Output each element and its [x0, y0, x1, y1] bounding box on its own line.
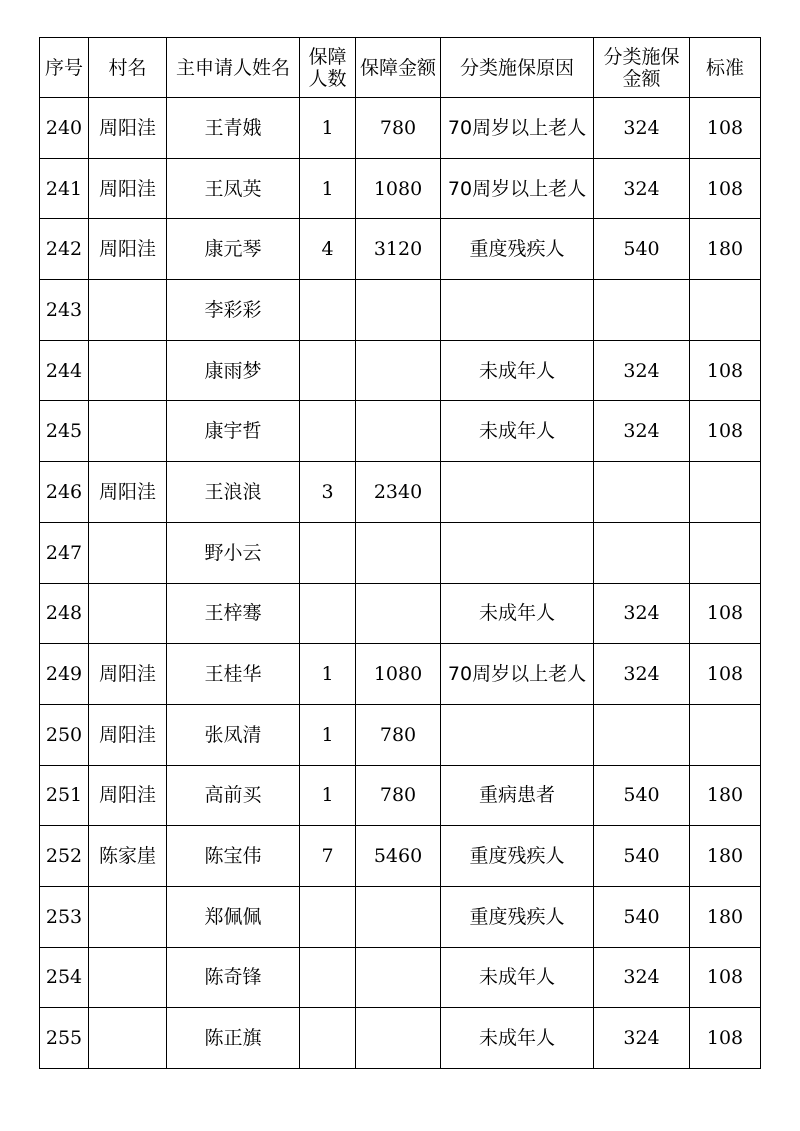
cell-standard: 108 — [690, 98, 761, 159]
table-row — [40, 886, 761, 947]
cell-category-amount — [594, 462, 690, 523]
cell-benefit-amount: 1080 — [356, 644, 441, 705]
cell-serial-number: 241 — [40, 158, 89, 219]
header-applicant-name: 主申请人姓名 — [167, 38, 300, 98]
cell-category-amount: 324 — [594, 340, 690, 401]
cell-covered-persons — [300, 947, 356, 1008]
cell-village-name: 陈家崖 — [89, 826, 167, 887]
cell-applicant-name: 康宇哲 — [167, 401, 300, 462]
cell-applicant-name: 陈宝伟 — [167, 826, 300, 887]
cell-standard: 108 — [690, 401, 761, 462]
cell-category-amount: 324 — [594, 158, 690, 219]
cell-serial-number: 253 — [40, 886, 89, 947]
cell-covered-persons — [300, 583, 356, 644]
cell-serial-number: 246 — [40, 462, 89, 523]
cell-applicant-name: 陈正旗 — [167, 1008, 300, 1069]
cell-covered-persons — [300, 401, 356, 462]
cell-category-reason: 70周岁以上老人 — [441, 158, 594, 219]
cell-covered-persons: 1 — [300, 644, 356, 705]
cell-covered-persons — [300, 522, 356, 583]
table-row — [40, 219, 761, 280]
cell-category-reason: 重度残疾人 — [441, 826, 594, 887]
header-row — [40, 38, 761, 98]
cell-benefit-amount: 2340 — [356, 462, 441, 523]
cell-standard: 108 — [690, 947, 761, 1008]
cell-village-name: 周阳洼 — [89, 219, 167, 280]
table-header — [40, 38, 761, 98]
cell-standard: 180 — [690, 826, 761, 887]
cell-category-reason: 70周岁以上老人 — [441, 98, 594, 159]
cell-covered-persons — [300, 340, 356, 401]
table-row — [40, 522, 761, 583]
cell-category-reason: 未成年人 — [441, 401, 594, 462]
table-row — [40, 826, 761, 887]
cell-benefit-amount — [356, 947, 441, 1008]
cell-standard — [690, 704, 761, 765]
cell-category-amount: 324 — [594, 644, 690, 705]
cell-standard: 180 — [690, 219, 761, 280]
cell-applicant-name: 王桂华 — [167, 644, 300, 705]
cell-covered-persons — [300, 280, 356, 341]
cell-serial-number: 243 — [40, 280, 89, 341]
cell-village-name — [89, 1008, 167, 1069]
table-row — [40, 583, 761, 644]
cell-village-name — [89, 583, 167, 644]
cell-serial-number: 247 — [40, 522, 89, 583]
cell-applicant-name: 郑佩佩 — [167, 886, 300, 947]
cell-benefit-amount: 1080 — [356, 158, 441, 219]
table-row — [40, 947, 761, 1008]
cell-serial-number: 249 — [40, 644, 89, 705]
cell-benefit-amount — [356, 886, 441, 947]
cell-standard — [690, 462, 761, 523]
cell-serial-number: 254 — [40, 947, 89, 1008]
cell-applicant-name: 康元琴 — [167, 219, 300, 280]
header-covered-persons: 保障人数 — [300, 38, 356, 98]
table-row — [40, 462, 761, 523]
cell-covered-persons: 1 — [300, 765, 356, 826]
cell-applicant-name: 王凤英 — [167, 158, 300, 219]
cell-applicant-name: 王梓骞 — [167, 583, 300, 644]
cell-standard: 108 — [690, 583, 761, 644]
cell-category-reason: 未成年人 — [441, 340, 594, 401]
cell-category-reason — [441, 704, 594, 765]
cell-category-reason: 重度残疾人 — [441, 886, 594, 947]
header-standard: 标准 — [690, 38, 761, 98]
cell-category-reason — [441, 280, 594, 341]
cell-covered-persons: 4 — [300, 219, 356, 280]
table-row — [40, 280, 761, 341]
cell-category-amount: 540 — [594, 765, 690, 826]
cell-standard: 180 — [690, 886, 761, 947]
cell-category-amount: 324 — [594, 1008, 690, 1069]
cell-covered-persons: 7 — [300, 826, 356, 887]
header-category-reason: 分类施保原因 — [441, 38, 594, 98]
cell-serial-number: 251 — [40, 765, 89, 826]
cell-category-reason: 重度残疾人 — [441, 219, 594, 280]
cell-category-reason: 未成年人 — [441, 583, 594, 644]
cell-applicant-name: 高前买 — [167, 765, 300, 826]
table-row — [40, 765, 761, 826]
cell-category-reason — [441, 522, 594, 583]
cell-category-amount: 324 — [594, 401, 690, 462]
cell-category-reason — [441, 462, 594, 523]
cell-applicant-name: 王青娥 — [167, 98, 300, 159]
header-category-amount: 分类施保金额 — [594, 38, 690, 98]
cell-serial-number: 240 — [40, 98, 89, 159]
cell-covered-persons — [300, 886, 356, 947]
header-village-name: 村名 — [89, 38, 167, 98]
cell-village-name — [89, 886, 167, 947]
cell-village-name — [89, 401, 167, 462]
cell-village-name: 周阳洼 — [89, 158, 167, 219]
cell-category-reason: 未成年人 — [441, 1008, 594, 1069]
cell-applicant-name: 张凤清 — [167, 704, 300, 765]
table-row — [40, 158, 761, 219]
table-body — [40, 98, 761, 1069]
table-row — [40, 340, 761, 401]
cell-benefit-amount: 3120 — [356, 219, 441, 280]
cell-serial-number: 244 — [40, 340, 89, 401]
cell-benefit-amount — [356, 401, 441, 462]
cell-covered-persons: 1 — [300, 158, 356, 219]
cell-village-name: 周阳洼 — [89, 765, 167, 826]
cell-benefit-amount: 780 — [356, 765, 441, 826]
cell-serial-number: 245 — [40, 401, 89, 462]
cell-category-amount — [594, 280, 690, 341]
cell-village-name — [89, 947, 167, 1008]
cell-category-reason: 未成年人 — [441, 947, 594, 1008]
header-benefit-amount: 保障金额 — [356, 38, 441, 98]
cell-benefit-amount — [356, 583, 441, 644]
cell-benefit-amount: 5460 — [356, 826, 441, 887]
cell-village-name — [89, 280, 167, 341]
table-row — [40, 704, 761, 765]
cell-covered-persons: 3 — [300, 462, 356, 523]
cell-category-amount — [594, 522, 690, 583]
cell-serial-number: 250 — [40, 704, 89, 765]
table-row — [40, 98, 761, 159]
cell-serial-number: 248 — [40, 583, 89, 644]
cell-covered-persons: 1 — [300, 704, 356, 765]
cell-applicant-name: 李彩彩 — [167, 280, 300, 341]
cell-standard — [690, 280, 761, 341]
assistance-table — [39, 37, 761, 1069]
cell-benefit-amount: 780 — [356, 98, 441, 159]
cell-serial-number: 255 — [40, 1008, 89, 1069]
cell-covered-persons — [300, 1008, 356, 1069]
cell-applicant-name: 陈奇锋 — [167, 947, 300, 1008]
cell-village-name: 周阳洼 — [89, 462, 167, 523]
cell-benefit-amount — [356, 522, 441, 583]
cell-benefit-amount — [356, 340, 441, 401]
cell-village-name: 周阳洼 — [89, 644, 167, 705]
cell-category-reason: 70周岁以上老人 — [441, 644, 594, 705]
cell-village-name — [89, 522, 167, 583]
cell-applicant-name: 康雨梦 — [167, 340, 300, 401]
cell-village-name: 周阳洼 — [89, 704, 167, 765]
cell-standard: 108 — [690, 644, 761, 705]
cell-standard — [690, 522, 761, 583]
cell-applicant-name: 野小云 — [167, 522, 300, 583]
cell-standard: 108 — [690, 340, 761, 401]
cell-category-amount: 324 — [594, 98, 690, 159]
cell-category-amount: 324 — [594, 583, 690, 644]
table-row — [40, 644, 761, 705]
cell-covered-persons: 1 — [300, 98, 356, 159]
cell-category-amount: 540 — [594, 826, 690, 887]
cell-standard: 108 — [690, 158, 761, 219]
cell-standard: 180 — [690, 765, 761, 826]
cell-benefit-amount — [356, 1008, 441, 1069]
table-row — [40, 1008, 761, 1069]
cell-benefit-amount — [356, 280, 441, 341]
cell-category-amount: 540 — [594, 219, 690, 280]
cell-applicant-name: 王浪浪 — [167, 462, 300, 523]
cell-village-name: 周阳洼 — [89, 98, 167, 159]
cell-serial-number: 252 — [40, 826, 89, 887]
cell-benefit-amount: 780 — [356, 704, 441, 765]
cell-category-reason: 重病患者 — [441, 765, 594, 826]
table-row — [40, 401, 761, 462]
cell-standard: 108 — [690, 1008, 761, 1069]
header-serial-number: 序号 — [40, 38, 89, 98]
cell-category-amount: 540 — [594, 886, 690, 947]
cell-category-amount: 324 — [594, 947, 690, 1008]
cell-serial-number: 242 — [40, 219, 89, 280]
cell-village-name — [89, 340, 167, 401]
cell-category-amount — [594, 704, 690, 765]
